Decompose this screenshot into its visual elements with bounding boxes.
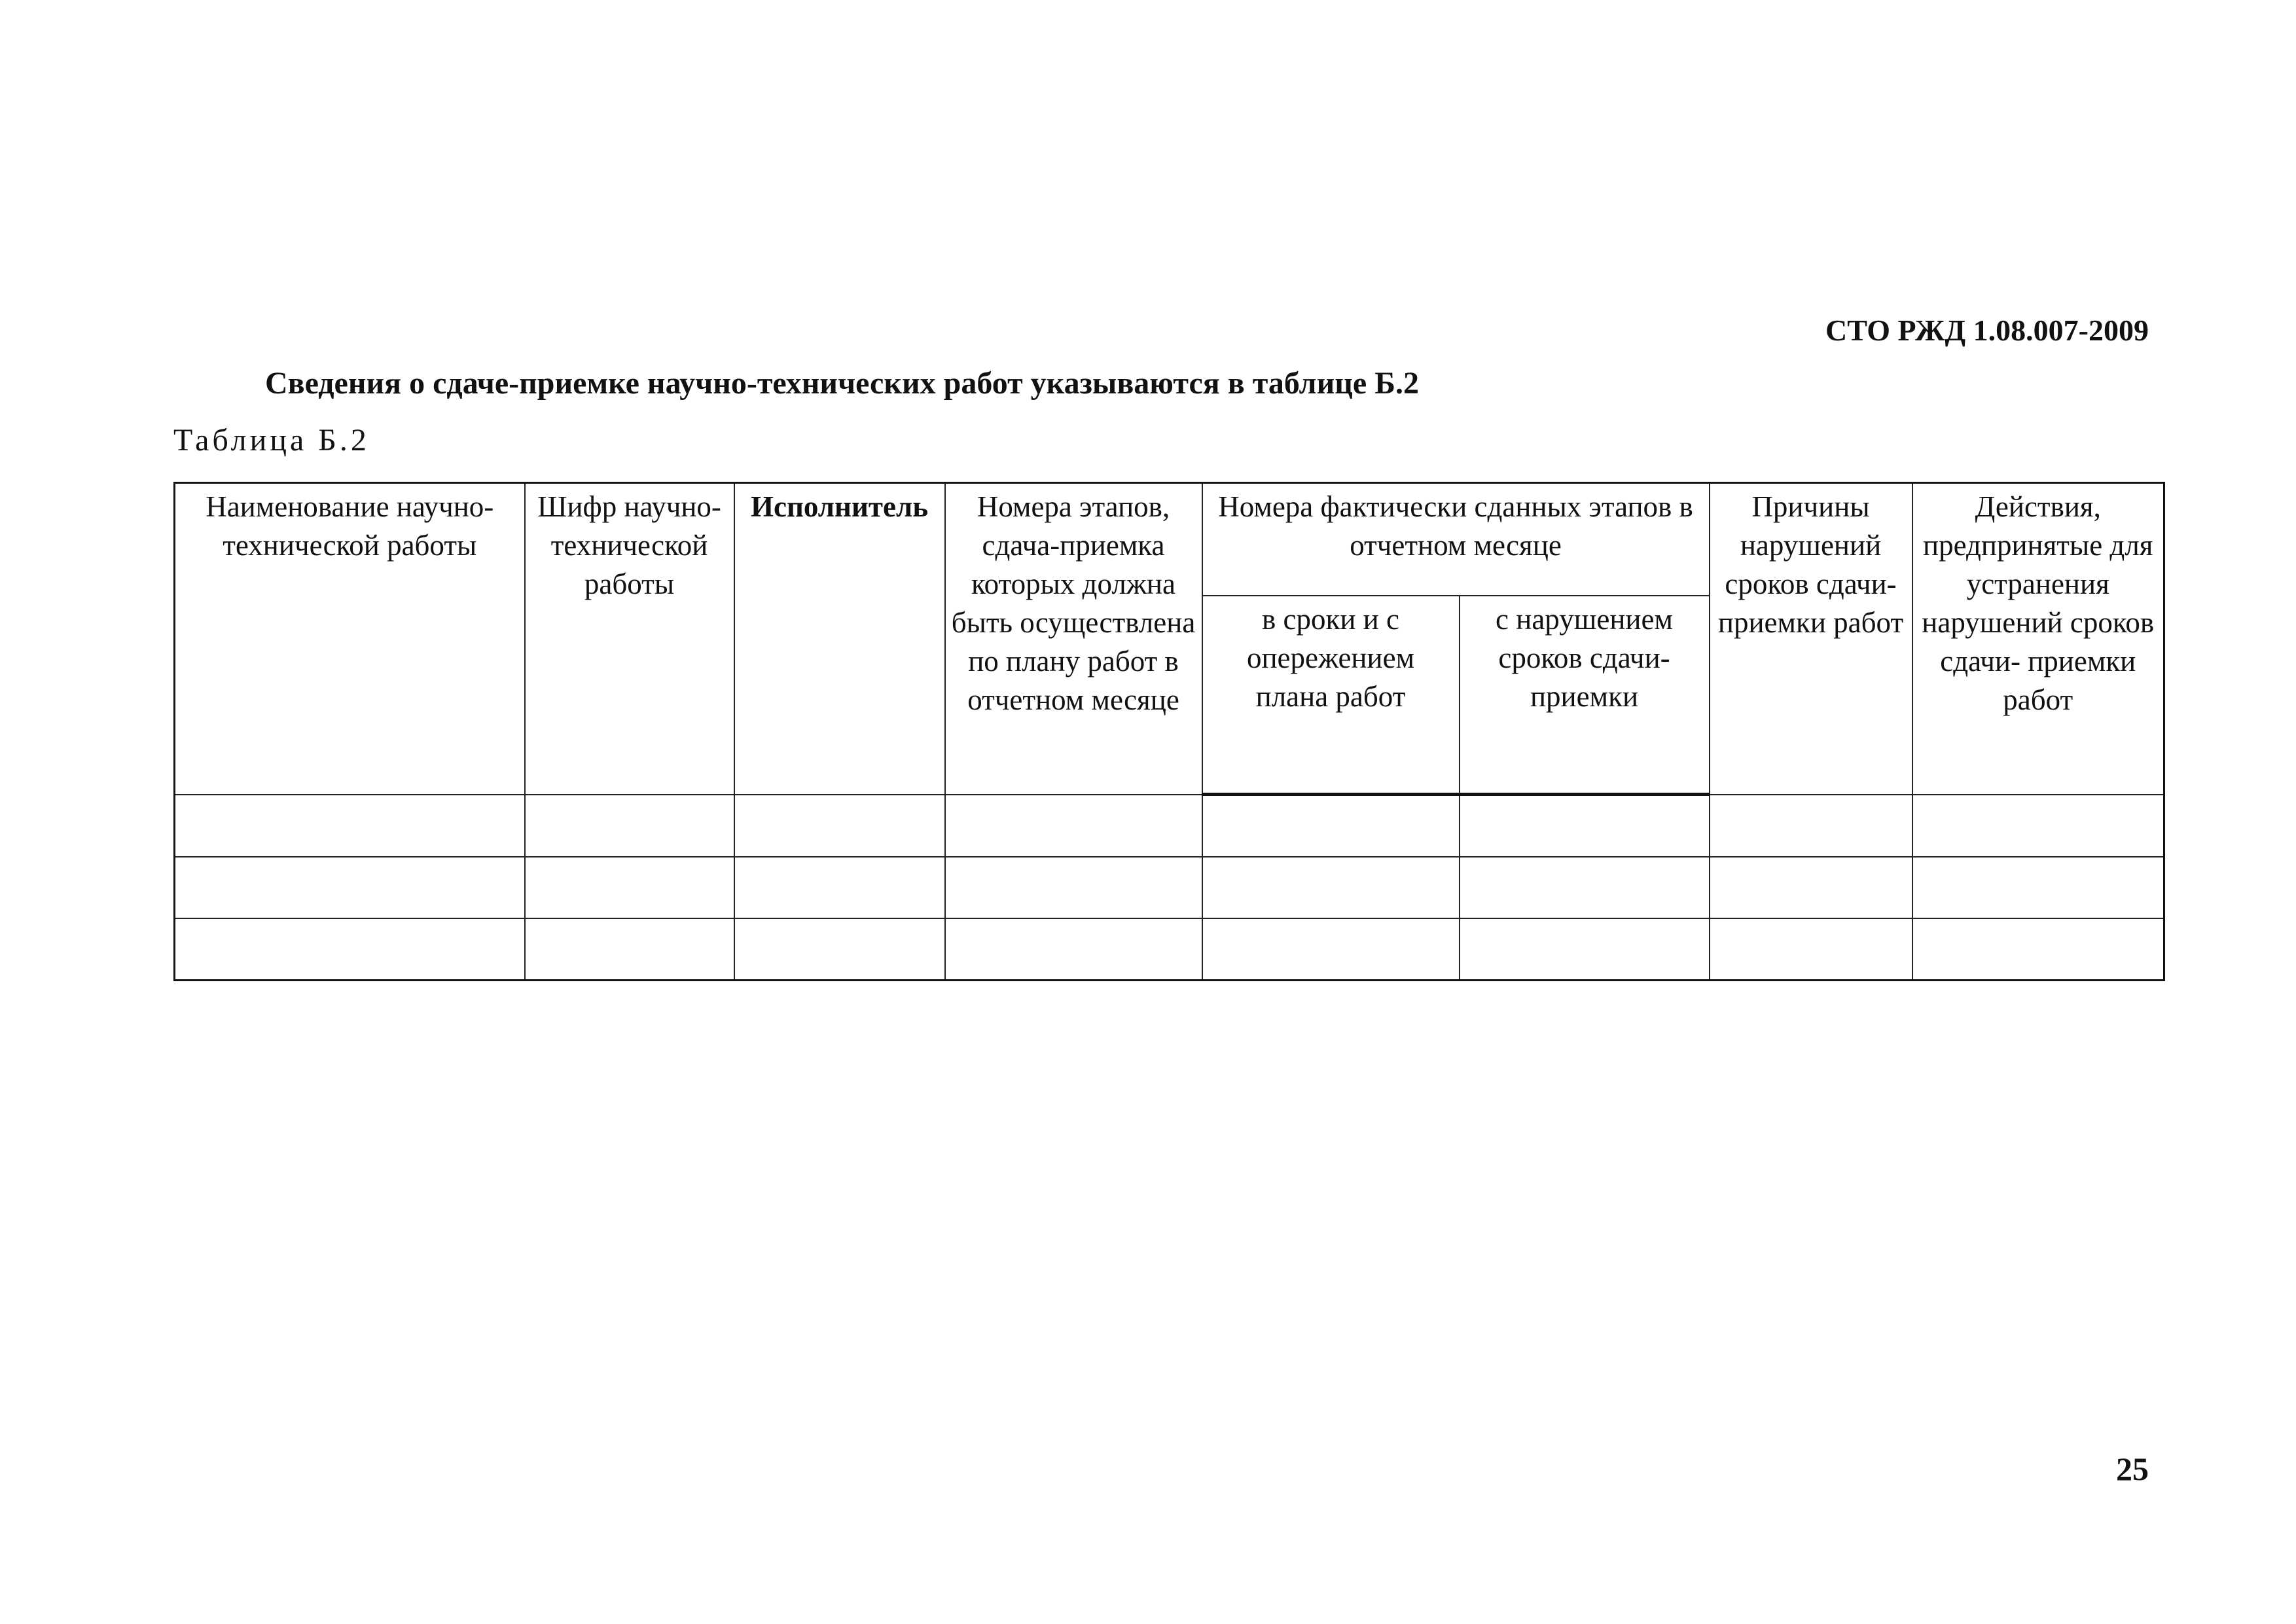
table-row	[175, 918, 2164, 981]
table-cell	[1460, 795, 1710, 857]
column-header-on-time: в сроки и с опережением плана работ	[1202, 596, 1460, 795]
column-header-name: Наименование научно- технической работы	[175, 483, 525, 795]
table-cell	[525, 918, 734, 981]
column-header-actions: Действия, предпринятые для устранения нарушений сроков сдачи- приемки работ	[1912, 483, 2164, 795]
stages-table	[173, 482, 2165, 981]
column-header-planned-stages: Номера этапов, сдача-приемка которых должна быть осуществлена по плану работ в отчетном месяце	[945, 483, 1202, 795]
table-cell	[1912, 918, 2164, 981]
table-cell	[734, 795, 945, 857]
table-caption: Таблица Б.2	[173, 423, 370, 458]
table-cell	[1202, 857, 1460, 918]
table-cell	[1710, 918, 1912, 981]
table-cell	[175, 857, 525, 918]
column-header-actual-stages: Номера фактически сданных этапов в отчетном месяце	[1202, 483, 1710, 596]
table-cell	[734, 918, 945, 981]
table-cell	[1912, 857, 2164, 918]
column-header-cipher: Шифр научно- технической работы	[525, 483, 734, 795]
column-header-executor: Исполнитель	[734, 483, 945, 795]
column-header-violated: с нарушением сроков сдачи- приемки	[1460, 596, 1710, 795]
page-number: 25	[2116, 1451, 2149, 1487]
intro-text: Сведения о сдаче-приемке научно-технических работ указываются в таблице Б.2	[265, 366, 1419, 401]
table-cell	[175, 918, 525, 981]
table-cell	[734, 857, 945, 918]
table-cell	[1710, 795, 1912, 857]
table-row	[175, 857, 2164, 918]
table-cell	[1460, 857, 1710, 918]
table-cell	[525, 857, 734, 918]
table-cell	[945, 918, 1202, 981]
table-cell	[1710, 857, 1912, 918]
column-header-reasons: Причины нарушений сроков сдачи- приемки работ	[1710, 483, 1912, 795]
table-cell	[1202, 795, 1460, 857]
table-row	[175, 795, 2164, 857]
table-cell	[1912, 795, 2164, 857]
table-cell	[945, 857, 1202, 918]
table-cell	[1202, 918, 1460, 981]
table-cell	[175, 795, 525, 857]
document-code: СТО РЖД 1.08.007-2009	[1825, 314, 2149, 347]
table-cell	[525, 795, 734, 857]
table-cell	[1460, 918, 1710, 981]
table-cell	[945, 795, 1202, 857]
